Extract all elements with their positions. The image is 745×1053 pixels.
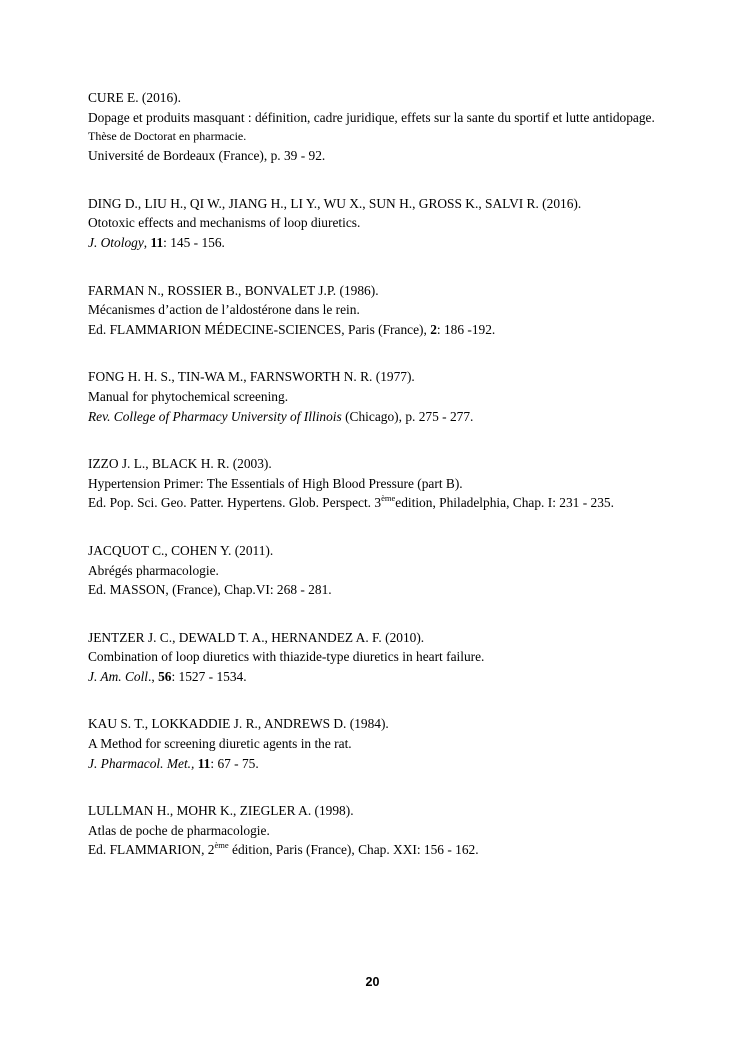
reference-title: Dopage et produits masquant : définition, cadre juridique, effets sur la sante du sportif et lutte antidopage. (88, 109, 655, 125)
reference-entry (88, 88, 660, 166)
reference-source (88, 407, 660, 427)
reference-pages: : 67 - 75. (210, 755, 259, 771)
reference-entry (88, 541, 660, 600)
reference-entry (88, 628, 660, 687)
reference-journal: Rev. College of Pharmacy University of Illinois (88, 408, 342, 424)
reference-pages: : 186 -192. (436, 321, 496, 337)
reference-entry (88, 801, 660, 860)
reference-authors: LULLMAN H., MOHR K., ZIEGLER A. (1998). (88, 803, 354, 819)
reference-title: Manual for phytochemical screening. (88, 388, 289, 404)
reference-source-end: édition, Paris (France), Chap. XXI: 156 - 162. (228, 842, 479, 858)
reference-title: Ototoxic effects and mechanisms of loop diuretics. (88, 215, 361, 231)
reference-pages: : 145 - 156. (163, 234, 225, 250)
reference-journal: J. Pharmacol. Met., (88, 755, 195, 771)
reference-volume: 11 (150, 234, 164, 250)
reference-superscript: ème (214, 840, 229, 851)
reference-authors: KAU S. T., LOKKADDIE J. R., ANDREWS D. (1984). (88, 716, 389, 732)
reference-title: Atlas de poche de pharmacologie. (88, 822, 270, 838)
reference-volume: 2 (430, 321, 437, 337)
page-number: 20 (365, 975, 380, 989)
reference-authors: FARMAN N., ROSSIER B., BONVALET J.P. (1986). (88, 282, 379, 298)
reference-authors: FONG H. H. S., TIN-WA M., FARNSWORTH N. R. (1977). (88, 369, 415, 385)
reference-title: Hypertension Primer: The Essentials of High Blood Pressure (part B). (88, 475, 463, 491)
reference-title: Mécanismes d’action de l’aldostérone dans le rein. (88, 302, 360, 318)
reference-authors: IZZO J. L., BLACK H. R. (2003). (88, 456, 272, 472)
reference-volume: 56 (158, 668, 172, 684)
reference-separator: ., (148, 668, 159, 684)
reference-source (88, 233, 660, 253)
reference-rest: (Chicago), p. 275 - 277. (341, 408, 474, 424)
reference-journal: J. Am. Coll (88, 668, 149, 684)
reference-source-end: edition, Philadelphia, Chap. I: 231 - 235. (395, 495, 614, 511)
reference-source (88, 667, 660, 687)
reference-source: Ed. MASSON, (France), Chap.VI: 268 - 281. (88, 582, 332, 598)
reference-entry (88, 454, 660, 513)
reference-source (88, 493, 660, 513)
reference-source (88, 320, 660, 340)
reference-volume: 11 (197, 755, 211, 771)
reference-authors: DING D., LIU H., QI W., JIANG H., LI Y., WU X., SUN H., GROSS K., SALVI R. (2016). (88, 195, 582, 211)
reference-entry (88, 714, 660, 773)
reference-title: Abrégés pharmacologie. (88, 562, 219, 578)
reference-source-start: Ed. Pop. Sci. Geo. Patter. Hypertens. Glob. Perspect. 3 (88, 495, 382, 511)
reference-authors: JACQUOT C., COHEN Y. (2011). (88, 542, 274, 558)
reference-title: Combination of loop diuretics with thiazide-type diuretics in heart failure. (88, 649, 485, 665)
reference-journal: J. Otology (88, 234, 144, 250)
reference-superscript: ème (381, 493, 396, 504)
reference-note: Thèse de Doctorat en pharmacie. (88, 129, 247, 144)
reference-source (88, 840, 660, 860)
reference-publisher: Ed. FLAMMARION MÉDECINE-SCIENCES, Paris (France), (88, 321, 431, 337)
reference-source: Université de Bordeaux (France), p. 39 - 92. (88, 148, 326, 164)
reference-source (88, 754, 660, 774)
reference-authors: CURE E. (2016). (88, 90, 181, 105)
reference-pages: : 1527 - 1534. (171, 668, 247, 684)
reference-source-start: Ed. FLAMMARION, 2 (88, 842, 215, 858)
reference-entry (88, 367, 660, 426)
reference-entry (88, 194, 660, 253)
reference-list (88, 88, 660, 888)
reference-authors: JENTZER J. C., DEWALD T. A., HERNANDEZ A. F. (2010). (88, 629, 425, 645)
reference-entry (88, 281, 660, 340)
reference-separator: , (143, 234, 151, 250)
reference-title: A Method for screening diuretic agents in the rat. (88, 736, 352, 752)
